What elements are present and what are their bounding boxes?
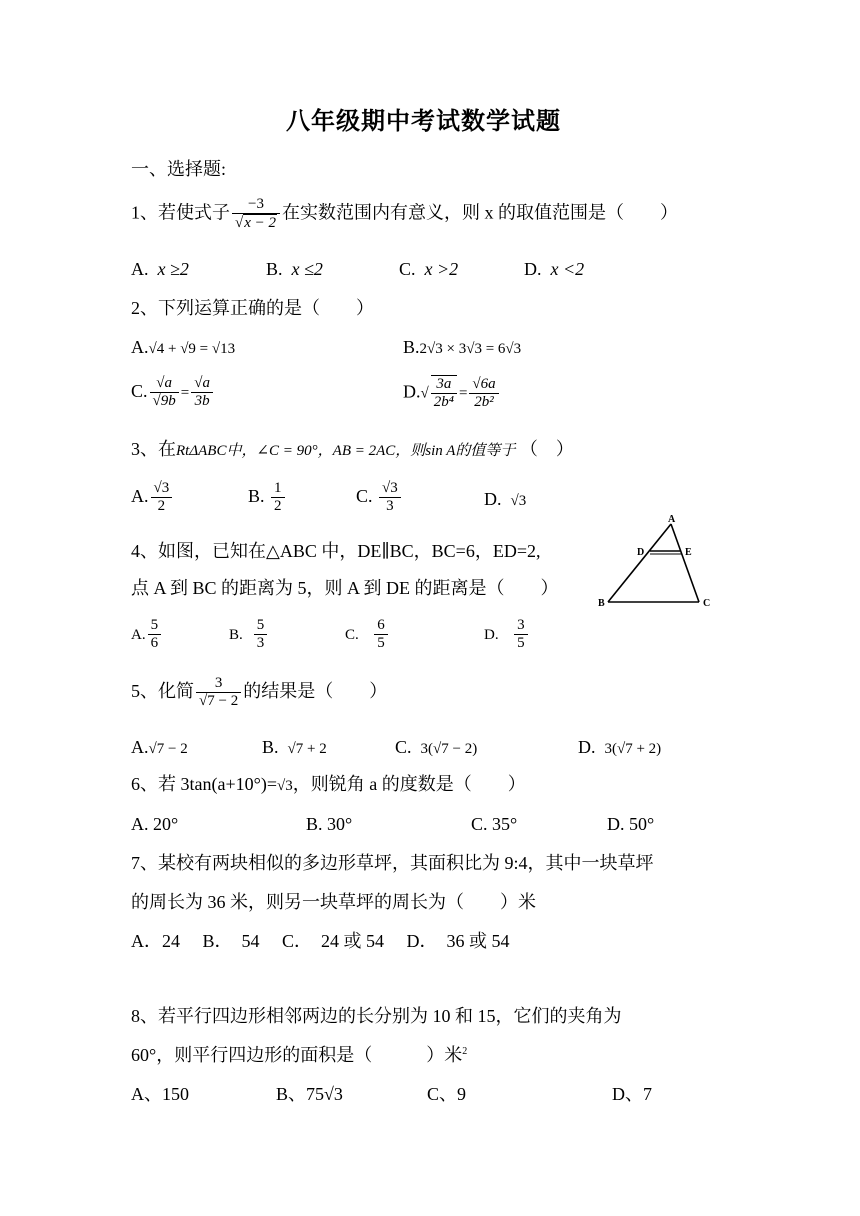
q2-option-a: A.√4 + √9 = √13 xyxy=(131,337,236,357)
label-b: B xyxy=(598,598,605,609)
q3-option-a: A. $\frac{√3}{2}$ xyxy=(131,480,174,516)
question-7-line2: 的周长为 36 米，则另一块草坪的周长为（ ）米 xyxy=(131,892,536,912)
q4-option-d: D. $\frac{3}{5}$ xyxy=(484,617,530,653)
question-4-line1: 4、如图，已知在△ABC 中，DE∥BC，BC=6，ED=2, xyxy=(131,541,541,561)
q1-denominator: √x − 2 xyxy=(235,215,277,232)
q8-option-c: C、9 xyxy=(427,1084,467,1104)
label-d: D xyxy=(637,547,645,558)
q2-d-frac1: $\frac{3a}{\text{2b⁴}}$ xyxy=(431,375,457,412)
q3-option-c: C. $\frac{√3}{3}$ xyxy=(356,480,403,516)
q2-option-c: C. $\frac{√a}{√9b}$ = $\frac{√a}{3b}$ xyxy=(131,375,215,411)
label-a: A xyxy=(668,514,676,525)
q1-stem-a: 1、若使式子 xyxy=(131,202,230,223)
side-ab xyxy=(608,524,671,602)
q8-option-b: B、75√3 xyxy=(276,1084,343,1104)
q1-stem-b: 在实数范围内有意义，则 x 的取值范围是（ ） xyxy=(282,202,679,223)
q1-option-c: C. x >2 xyxy=(399,259,459,279)
question-1 xyxy=(131,196,678,233)
q8-unit-exponent: 2 xyxy=(462,1046,468,1057)
q6-option-c: C. 35° xyxy=(471,814,518,834)
q2-c-frac2: $\frac{√a}{3b}$ xyxy=(191,375,213,411)
q8-option-a: A、150 xyxy=(131,1084,189,1104)
q2-option-d: D.√ $\frac{3a}{\text{2b⁴}}$ = $\frac{√6a}{\text{2b²}}$ xyxy=(403,375,501,412)
triangle-figure xyxy=(595,512,745,612)
question-6: 6、若 3tan(a+10°)=√3，则锐角 a 的度数是（ ） xyxy=(131,774,526,794)
q6-option-d: D. 50° xyxy=(607,814,655,834)
label-e: E xyxy=(685,547,692,558)
section-heading: 一、选择题: xyxy=(131,159,227,179)
q7-options: A．24 B． 54 C． 24 或 54 D． 36 或 54 xyxy=(131,931,510,951)
q5-option-d: D. 3(√7 + 2) xyxy=(578,737,662,757)
side-ac xyxy=(671,524,699,602)
q8-option-d: D、7 xyxy=(612,1084,652,1104)
q3-option-d: D. √3 xyxy=(484,489,527,509)
q2-option-b: B.2√3 × 3√3 = 6√3 xyxy=(403,337,522,357)
question-8-line2: 60°，则平行四边形的面积是（ ）米$^2$ xyxy=(131,1045,468,1065)
q1-fraction xyxy=(232,196,280,233)
q2-c-frac1: $\frac{√a}{√9b}$ xyxy=(150,375,179,411)
q4-option-a: A. $\frac{5}{6}$ xyxy=(131,617,163,653)
page-title: 八年级期中考试数学试题 xyxy=(286,109,561,135)
label-c: C xyxy=(703,598,711,609)
question-8-line1: 8、若平行四边形相邻两边的长分别为 10 和 15，它们的夹角为 xyxy=(131,1006,622,1026)
q4-option-c: C. $\frac{6}{5}$ xyxy=(345,617,390,653)
q5-option-c: C. 3(√7 − 2) xyxy=(395,737,478,757)
question-5: 5、化简 $\frac{3}{√7 - 2}$ 的结果是（ ） xyxy=(131,675,388,710)
q6-option-a: A. 20° xyxy=(131,814,179,834)
q1-numerator: −3 xyxy=(232,196,280,214)
question-7-line1: 7、某校有两块相似的多边形草坪，其面积比为 9:4，其中一块草坪 xyxy=(131,853,654,873)
q5-option-b: B. √7 + 2 xyxy=(262,737,327,757)
question-2: 2、下列运算正确的是（ ） xyxy=(131,298,374,318)
q4-option-b: B. $\frac{5}{3}$ xyxy=(229,617,269,653)
q3-option-b: B. $\frac{1}{2}$ xyxy=(248,480,287,516)
q1-option-b: B. x ≤2 xyxy=(266,259,323,279)
q1-option-a: A. x ≥2 xyxy=(131,259,189,279)
question-4-line2: 点 A 到 BC 的距离为 5，则 A 到 DE 的距离是（ ） xyxy=(131,578,559,598)
q6-option-b: B. 30° xyxy=(306,814,353,834)
q5-option-a: A.√7 − 2 xyxy=(131,737,188,757)
q1-option-d: D. x <2 xyxy=(524,259,585,279)
question-3: 3、在RtΔABC中，∠C = 90°，AB = 2AC，则sin A的值等于 （ ） xyxy=(131,439,574,459)
q2-d-frac2: $\frac{√6a}{\text{2b²}}$ xyxy=(469,376,498,412)
